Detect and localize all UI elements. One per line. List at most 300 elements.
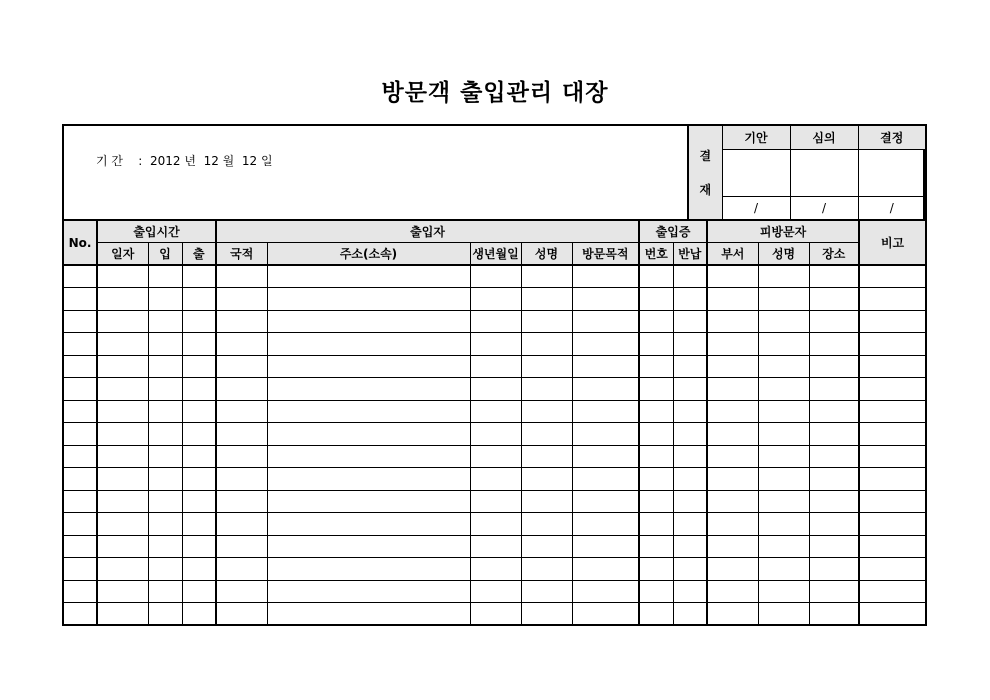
table-cell[interactable] bbox=[639, 378, 673, 401]
table-cell[interactable] bbox=[673, 265, 707, 288]
table-cell[interactable] bbox=[572, 265, 639, 288]
table-cell[interactable] bbox=[267, 558, 470, 581]
table-cell[interactable] bbox=[267, 490, 470, 513]
table-cell[interactable] bbox=[809, 288, 859, 311]
table-cell[interactable] bbox=[859, 468, 926, 491]
table-cell[interactable] bbox=[673, 513, 707, 536]
table-cell[interactable] bbox=[97, 468, 148, 491]
table-cell[interactable] bbox=[267, 580, 470, 603]
table-cell[interactable] bbox=[859, 310, 926, 333]
table-cell[interactable] bbox=[859, 445, 926, 468]
table-cell[interactable] bbox=[63, 355, 97, 378]
table-row bbox=[63, 580, 926, 603]
table-cell[interactable] bbox=[809, 603, 859, 626]
table-cell[interactable] bbox=[758, 558, 809, 581]
table-cell[interactable] bbox=[572, 535, 639, 558]
table-row bbox=[63, 355, 926, 378]
table-cell[interactable] bbox=[572, 423, 639, 446]
table-cell[interactable] bbox=[97, 355, 148, 378]
table-cell[interactable] bbox=[267, 333, 470, 356]
approval-sign-draft[interactable] bbox=[722, 149, 790, 196]
table-cell[interactable] bbox=[673, 333, 707, 356]
table-cell[interactable] bbox=[521, 310, 572, 333]
table-cell[interactable] bbox=[809, 265, 859, 288]
table-cell[interactable] bbox=[809, 310, 859, 333]
table-cell[interactable] bbox=[707, 580, 758, 603]
table-row bbox=[63, 535, 926, 558]
table-cell[interactable] bbox=[809, 468, 859, 491]
table-cell[interactable] bbox=[572, 288, 639, 311]
table-cell[interactable] bbox=[707, 265, 758, 288]
table-cell[interactable] bbox=[859, 580, 926, 603]
table-cell[interactable] bbox=[267, 310, 470, 333]
table-cell[interactable] bbox=[521, 378, 572, 401]
table-cell[interactable] bbox=[182, 490, 216, 513]
approval-sign-decision[interactable] bbox=[858, 149, 926, 196]
approval-col-decision: 결정 bbox=[858, 125, 926, 149]
table-cell[interactable] bbox=[521, 490, 572, 513]
approval-col-draft: 기안 bbox=[722, 125, 790, 149]
table-cell[interactable] bbox=[470, 535, 521, 558]
table-cell[interactable] bbox=[470, 333, 521, 356]
table-cell[interactable] bbox=[758, 355, 809, 378]
table-cell[interactable] bbox=[639, 445, 673, 468]
table-cell[interactable] bbox=[521, 333, 572, 356]
table-cell[interactable] bbox=[97, 400, 148, 423]
approval-date-draft[interactable]: / bbox=[722, 196, 790, 220]
table-cell[interactable] bbox=[63, 580, 97, 603]
table-cell[interactable] bbox=[809, 355, 859, 378]
table-cell[interactable] bbox=[758, 535, 809, 558]
table-cell[interactable] bbox=[97, 580, 148, 603]
table-row bbox=[63, 310, 926, 333]
approval-box bbox=[687, 124, 927, 221]
table-cell[interactable] bbox=[639, 580, 673, 603]
table-cell[interactable] bbox=[148, 355, 182, 378]
table-cell[interactable] bbox=[470, 423, 521, 446]
col-purpose: 방문목적 bbox=[572, 243, 639, 266]
approval-col-review: 심의 bbox=[790, 125, 858, 149]
table-cell[interactable] bbox=[521, 445, 572, 468]
table-cell[interactable] bbox=[216, 333, 267, 356]
table-cell[interactable] bbox=[182, 513, 216, 536]
table-cell[interactable] bbox=[572, 310, 639, 333]
table-cell[interactable] bbox=[639, 513, 673, 536]
col-host-dept: 부서 bbox=[707, 243, 758, 266]
table-cell[interactable] bbox=[182, 310, 216, 333]
table-cell[interactable] bbox=[859, 423, 926, 446]
table-cell[interactable] bbox=[859, 333, 926, 356]
table-cell[interactable] bbox=[859, 265, 926, 288]
table-row bbox=[63, 265, 926, 288]
table-cell[interactable] bbox=[859, 355, 926, 378]
table-cell[interactable] bbox=[148, 558, 182, 581]
table-cell[interactable] bbox=[707, 468, 758, 491]
table-cell[interactable] bbox=[216, 310, 267, 333]
table-cell[interactable] bbox=[148, 468, 182, 491]
table-cell[interactable] bbox=[97, 265, 148, 288]
table-cell[interactable] bbox=[572, 378, 639, 401]
table-row bbox=[63, 288, 926, 311]
period-month-unit: 월 bbox=[222, 154, 235, 168]
table-cell[interactable] bbox=[97, 535, 148, 558]
table-cell[interactable] bbox=[182, 580, 216, 603]
table-cell[interactable] bbox=[267, 423, 470, 446]
col-out: 출 bbox=[182, 243, 216, 266]
table-cell[interactable] bbox=[470, 355, 521, 378]
col-pass-returned: 반납 bbox=[673, 243, 707, 266]
table-cell[interactable] bbox=[470, 558, 521, 581]
table-cell[interactable] bbox=[267, 535, 470, 558]
table-cell[interactable] bbox=[707, 603, 758, 626]
group-visitor: 출입자 bbox=[216, 220, 639, 243]
table-cell[interactable] bbox=[216, 535, 267, 558]
table-cell[interactable] bbox=[673, 558, 707, 581]
col-no: No. bbox=[63, 220, 97, 265]
table-cell[interactable] bbox=[267, 513, 470, 536]
table-cell[interactable] bbox=[758, 378, 809, 401]
table-cell[interactable] bbox=[639, 288, 673, 311]
table-cell[interactable] bbox=[859, 535, 926, 558]
table-cell[interactable] bbox=[216, 468, 267, 491]
table-cell[interactable] bbox=[148, 333, 182, 356]
table-cell[interactable] bbox=[707, 423, 758, 446]
table-cell[interactable] bbox=[470, 400, 521, 423]
group-entry-time: 출입시간 bbox=[97, 220, 216, 243]
approval-label-bottom: 재 bbox=[699, 182, 712, 197]
page-title: 방문객 출입관리 대장 bbox=[381, 80, 609, 106]
table-row bbox=[63, 513, 926, 536]
approval-side-label bbox=[688, 125, 722, 220]
table-cell[interactable] bbox=[673, 535, 707, 558]
table-cell[interactable] bbox=[859, 378, 926, 401]
group-pass: 출입증 bbox=[639, 220, 707, 243]
table-cell[interactable] bbox=[63, 558, 97, 581]
table-cell[interactable] bbox=[572, 513, 639, 536]
table-cell[interactable] bbox=[707, 378, 758, 401]
table-cell[interactable] bbox=[216, 378, 267, 401]
table-cell[interactable] bbox=[216, 603, 267, 626]
table-row bbox=[63, 558, 926, 581]
table-cell[interactable] bbox=[673, 490, 707, 513]
table-cell[interactable] bbox=[97, 333, 148, 356]
table-cell[interactable] bbox=[97, 558, 148, 581]
table-cell[interactable] bbox=[639, 310, 673, 333]
table-cell[interactable] bbox=[521, 558, 572, 581]
table-cell[interactable] bbox=[707, 288, 758, 311]
table-cell[interactable] bbox=[639, 333, 673, 356]
table-cell[interactable] bbox=[470, 445, 521, 468]
table-cell[interactable] bbox=[470, 265, 521, 288]
table-cell[interactable] bbox=[63, 400, 97, 423]
table-cell[interactable] bbox=[572, 468, 639, 491]
table-cell[interactable] bbox=[521, 468, 572, 491]
table-cell[interactable] bbox=[572, 445, 639, 468]
table-row bbox=[63, 603, 926, 626]
table-cell[interactable] bbox=[216, 490, 267, 513]
col-pass-number: 번호 bbox=[639, 243, 673, 266]
table-cell[interactable] bbox=[758, 310, 809, 333]
table-cell[interactable] bbox=[97, 288, 148, 311]
group-host: 피방문자 bbox=[707, 220, 859, 243]
table-cell[interactable] bbox=[521, 535, 572, 558]
table-cell[interactable] bbox=[470, 603, 521, 626]
table-cell[interactable] bbox=[758, 333, 809, 356]
table-cell[interactable] bbox=[216, 580, 267, 603]
table-cell[interactable] bbox=[707, 445, 758, 468]
table-cell[interactable] bbox=[673, 423, 707, 446]
table-row bbox=[63, 468, 926, 491]
table-cell[interactable] bbox=[470, 310, 521, 333]
table-cell[interactable] bbox=[182, 468, 216, 491]
table-cell[interactable] bbox=[639, 400, 673, 423]
table-cell[interactable] bbox=[809, 580, 859, 603]
table-cell[interactable] bbox=[521, 355, 572, 378]
table-cell[interactable] bbox=[673, 378, 707, 401]
table-cell[interactable] bbox=[673, 580, 707, 603]
table-cell[interactable] bbox=[572, 333, 639, 356]
table-cell[interactable] bbox=[521, 513, 572, 536]
table-cell[interactable] bbox=[673, 355, 707, 378]
table-cell[interactable] bbox=[758, 580, 809, 603]
table-cell[interactable] bbox=[859, 558, 926, 581]
table-cell[interactable] bbox=[470, 468, 521, 491]
table-cell[interactable] bbox=[707, 513, 758, 536]
table-cell[interactable] bbox=[148, 603, 182, 626]
table-cell[interactable] bbox=[809, 400, 859, 423]
table-cell[interactable] bbox=[521, 288, 572, 311]
table-cell[interactable] bbox=[97, 513, 148, 536]
table-cell[interactable] bbox=[572, 558, 639, 581]
table-cell[interactable] bbox=[216, 558, 267, 581]
table-cell[interactable] bbox=[521, 400, 572, 423]
table-cell[interactable] bbox=[673, 445, 707, 468]
table-row bbox=[63, 445, 926, 468]
table-row bbox=[63, 490, 926, 513]
table-cell[interactable] bbox=[809, 378, 859, 401]
table-cell[interactable] bbox=[859, 400, 926, 423]
table-cell[interactable] bbox=[63, 445, 97, 468]
table-cell[interactable] bbox=[758, 603, 809, 626]
table-cell[interactable] bbox=[63, 288, 97, 311]
period-year-unit: 년 bbox=[184, 154, 196, 168]
table-cell[interactable] bbox=[572, 490, 639, 513]
table-cell[interactable] bbox=[758, 468, 809, 491]
table-cell[interactable] bbox=[707, 558, 758, 581]
table-cell[interactable] bbox=[521, 603, 572, 626]
table-cell[interactable] bbox=[572, 580, 639, 603]
table-cell[interactable] bbox=[182, 333, 216, 356]
table-cell[interactable] bbox=[639, 558, 673, 581]
table-cell[interactable] bbox=[521, 423, 572, 446]
col-host-place: 장소 bbox=[809, 243, 859, 266]
table-cell[interactable] bbox=[758, 288, 809, 311]
table-cell[interactable] bbox=[97, 310, 148, 333]
col-address: 주소(소속) bbox=[267, 243, 470, 266]
table-cell[interactable] bbox=[97, 490, 148, 513]
table-cell[interactable] bbox=[673, 288, 707, 311]
table-row bbox=[63, 378, 926, 401]
approval-date-review[interactable]: / bbox=[790, 196, 858, 220]
table-cell[interactable] bbox=[758, 400, 809, 423]
table-cell[interactable] bbox=[216, 445, 267, 468]
table-cell[interactable] bbox=[148, 265, 182, 288]
table-cell[interactable] bbox=[521, 265, 572, 288]
table-cell[interactable] bbox=[148, 513, 182, 536]
table-cell[interactable] bbox=[572, 603, 639, 626]
table-cell[interactable] bbox=[267, 265, 470, 288]
col-remarks: 비고 bbox=[859, 220, 926, 265]
table-cell[interactable] bbox=[63, 333, 97, 356]
col-host-name: 성명 bbox=[758, 243, 809, 266]
table-cell[interactable] bbox=[470, 580, 521, 603]
table-cell[interactable] bbox=[639, 423, 673, 446]
table-cell[interactable] bbox=[216, 423, 267, 446]
period-label: 기 간 bbox=[96, 154, 123, 168]
table-cell[interactable] bbox=[470, 490, 521, 513]
table-cell[interactable] bbox=[673, 468, 707, 491]
table-cell[interactable] bbox=[267, 355, 470, 378]
table-cell[interactable] bbox=[758, 265, 809, 288]
table-cell[interactable] bbox=[267, 445, 470, 468]
table-cell[interactable] bbox=[809, 333, 859, 356]
table-cell[interactable] bbox=[182, 423, 216, 446]
table-cell[interactable] bbox=[267, 468, 470, 491]
table-cell[interactable] bbox=[572, 400, 639, 423]
table-cell[interactable] bbox=[758, 423, 809, 446]
table-cell[interactable] bbox=[63, 378, 97, 401]
col-birth: 생년월일 bbox=[470, 243, 521, 266]
table-cell[interactable] bbox=[182, 445, 216, 468]
table-cell[interactable] bbox=[182, 400, 216, 423]
table-cell[interactable] bbox=[639, 490, 673, 513]
approval-label-top: 결 bbox=[699, 148, 712, 163]
period-year: 2012 bbox=[149, 154, 181, 168]
table-cell[interactable] bbox=[63, 468, 97, 491]
approval-date-decision[interactable]: / bbox=[858, 196, 926, 220]
table-cell[interactable] bbox=[148, 310, 182, 333]
table-cell[interactable] bbox=[673, 400, 707, 423]
table-cell[interactable] bbox=[182, 288, 216, 311]
table-cell[interactable] bbox=[673, 310, 707, 333]
table-cell[interactable] bbox=[809, 445, 859, 468]
table-cell[interactable] bbox=[758, 513, 809, 536]
table-row bbox=[63, 423, 926, 446]
table-cell[interactable] bbox=[267, 400, 470, 423]
period-day-unit: 일 bbox=[261, 154, 273, 168]
table-cell[interactable] bbox=[182, 355, 216, 378]
table-cell[interactable] bbox=[216, 265, 267, 288]
period-month: 12 bbox=[203, 154, 219, 168]
period-separator: : bbox=[138, 154, 143, 168]
table-cell[interactable] bbox=[97, 378, 148, 401]
table-cell[interactable] bbox=[63, 535, 97, 558]
table-cell[interactable] bbox=[809, 535, 859, 558]
table-cell[interactable] bbox=[639, 603, 673, 626]
table-cell[interactable] bbox=[572, 355, 639, 378]
table-cell[interactable] bbox=[639, 355, 673, 378]
col-in: 입 bbox=[148, 243, 182, 266]
table-cell[interactable] bbox=[216, 355, 267, 378]
table-cell[interactable] bbox=[809, 423, 859, 446]
table-cell[interactable] bbox=[673, 603, 707, 626]
table-cell[interactable] bbox=[97, 423, 148, 446]
visitor-ledger-table bbox=[62, 219, 927, 626]
table-cell[interactable] bbox=[809, 513, 859, 536]
table-cell[interactable] bbox=[63, 513, 97, 536]
table-cell[interactable] bbox=[859, 490, 926, 513]
table-cell[interactable] bbox=[182, 558, 216, 581]
table-cell[interactable] bbox=[639, 265, 673, 288]
table-cell[interactable] bbox=[148, 535, 182, 558]
table-cell[interactable] bbox=[148, 423, 182, 446]
table-cell[interactable] bbox=[97, 603, 148, 626]
table-cell[interactable] bbox=[63, 265, 97, 288]
table-cell[interactable] bbox=[707, 355, 758, 378]
table-cell[interactable] bbox=[470, 288, 521, 311]
col-nationality: 국적 bbox=[216, 243, 267, 266]
table-cell[interactable] bbox=[267, 378, 470, 401]
table-cell[interactable] bbox=[148, 445, 182, 468]
table-cell[interactable] bbox=[267, 288, 470, 311]
ledger-body bbox=[63, 265, 926, 625]
table-row bbox=[63, 400, 926, 423]
table-cell[interactable] bbox=[267, 603, 470, 626]
table-cell[interactable] bbox=[639, 535, 673, 558]
table-cell[interactable] bbox=[707, 490, 758, 513]
table-cell[interactable] bbox=[521, 580, 572, 603]
table-cell[interactable] bbox=[809, 558, 859, 581]
table-cell[interactable] bbox=[707, 400, 758, 423]
table-cell[interactable] bbox=[63, 310, 97, 333]
table-row bbox=[63, 333, 926, 356]
table-cell[interactable] bbox=[63, 603, 97, 626]
table-cell[interactable] bbox=[707, 333, 758, 356]
table-cell[interactable] bbox=[809, 490, 859, 513]
table-cell[interactable] bbox=[639, 468, 673, 491]
table-cell[interactable] bbox=[216, 400, 267, 423]
table-cell[interactable] bbox=[707, 535, 758, 558]
period-day: 12 bbox=[241, 154, 258, 168]
table-cell[interactable] bbox=[707, 310, 758, 333]
table-cell[interactable] bbox=[63, 490, 97, 513]
table-cell[interactable] bbox=[470, 378, 521, 401]
table-cell[interactable] bbox=[148, 490, 182, 513]
table-cell[interactable] bbox=[859, 513, 926, 536]
table-cell[interactable] bbox=[182, 265, 216, 288]
table-cell[interactable] bbox=[148, 580, 182, 603]
table-cell[interactable] bbox=[758, 490, 809, 513]
col-date: 일자 bbox=[97, 243, 148, 266]
table-cell[interactable] bbox=[216, 513, 267, 536]
table-cell[interactable] bbox=[148, 400, 182, 423]
table-cell[interactable] bbox=[182, 378, 216, 401]
approval-sign-review[interactable] bbox=[790, 149, 858, 196]
table-cell[interactable] bbox=[859, 288, 926, 311]
table-cell[interactable] bbox=[148, 288, 182, 311]
table-cell[interactable] bbox=[182, 535, 216, 558]
period-line bbox=[96, 152, 273, 169]
table-cell[interactable] bbox=[758, 445, 809, 468]
table-cell[interactable] bbox=[182, 603, 216, 626]
col-name: 성명 bbox=[521, 243, 572, 266]
table-cell[interactable] bbox=[148, 378, 182, 401]
table-cell[interactable] bbox=[63, 423, 97, 446]
table-cell[interactable] bbox=[216, 288, 267, 311]
table-cell[interactable] bbox=[859, 603, 926, 626]
table-cell[interactable] bbox=[97, 445, 148, 468]
table-cell[interactable] bbox=[470, 513, 521, 536]
